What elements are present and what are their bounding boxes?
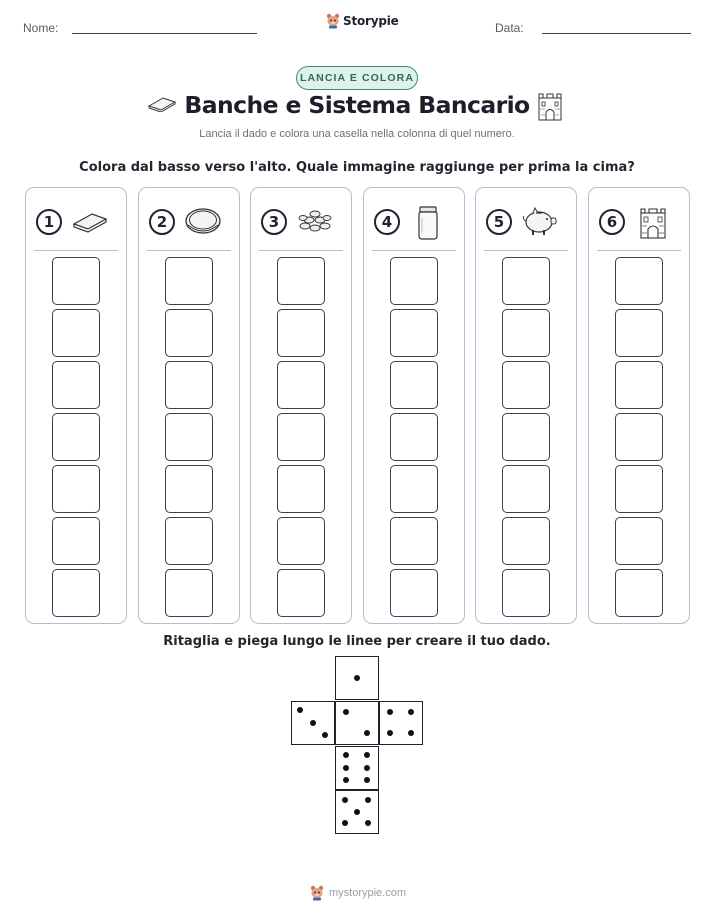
- die-pip: [297, 707, 303, 713]
- color-box[interactable]: [615, 413, 663, 461]
- die-pip: [342, 820, 348, 826]
- color-box[interactable]: [390, 309, 438, 357]
- column-header: [589, 206, 689, 240]
- color-box[interactable]: [52, 361, 100, 409]
- column-number: 5: [486, 209, 512, 235]
- color-box[interactable]: [390, 413, 438, 461]
- color-box[interactable]: [615, 465, 663, 513]
- column-number: 6: [599, 209, 625, 235]
- color-box[interactable]: [615, 361, 663, 409]
- die-pip: [342, 797, 348, 803]
- color-box[interactable]: [165, 361, 213, 409]
- color-box[interactable]: [502, 465, 550, 513]
- color-box[interactable]: [502, 517, 550, 565]
- color-box[interactable]: [277, 569, 325, 617]
- column-1: [25, 187, 127, 624]
- color-box[interactable]: [277, 517, 325, 565]
- color-box[interactable]: [390, 569, 438, 617]
- column-6: [588, 187, 690, 624]
- die-pip: [343, 752, 349, 758]
- column-header: [476, 206, 576, 240]
- die-pip: [408, 730, 414, 736]
- column-divider: [34, 250, 118, 251]
- column-number: 2: [149, 209, 175, 235]
- color-box[interactable]: [502, 361, 550, 409]
- color-box[interactable]: [277, 257, 325, 305]
- color-box[interactable]: [502, 257, 550, 305]
- die-instruction: Ritaglia e piega lungo le linee per creare il tuo dado.: [163, 634, 551, 649]
- brand-logo: [326, 13, 399, 29]
- color-box[interactable]: [502, 413, 550, 461]
- color-box[interactable]: [277, 361, 325, 409]
- column-divider: [484, 250, 568, 251]
- die-pip: [364, 752, 370, 758]
- column-header: [139, 206, 239, 240]
- color-box[interactable]: [615, 569, 663, 617]
- color-box[interactable]: [52, 413, 100, 461]
- column-number: 1: [36, 209, 62, 235]
- color-box[interactable]: [52, 569, 100, 617]
- color-box[interactable]: [52, 257, 100, 305]
- column-2: [138, 187, 240, 624]
- storypie-mascot-icon: [310, 885, 324, 901]
- activity-badge: LANCIA E COLORA: [296, 66, 418, 90]
- column-header: [26, 206, 126, 240]
- die-pip: [354, 675, 360, 681]
- die-pip: [364, 777, 370, 783]
- color-box[interactable]: [615, 309, 663, 357]
- die-pip: [364, 730, 370, 736]
- die-pip: [310, 720, 316, 726]
- color-box[interactable]: [165, 309, 213, 357]
- bank-building-icon: [535, 92, 565, 127]
- color-box[interactable]: [502, 569, 550, 617]
- column-header: [251, 206, 351, 240]
- color-box[interactable]: [52, 465, 100, 513]
- color-box[interactable]: [277, 413, 325, 461]
- die-pip: [343, 765, 349, 771]
- die-face-5: [335, 790, 379, 834]
- die-pip: [408, 709, 414, 715]
- die-pip: [365, 797, 371, 803]
- color-box[interactable]: [52, 517, 100, 565]
- die-face-6: [335, 746, 379, 790]
- die-pip: [387, 709, 393, 715]
- column-divider: [597, 250, 681, 251]
- color-box[interactable]: [502, 309, 550, 357]
- color-box[interactable]: [390, 517, 438, 565]
- column-3: [250, 187, 352, 624]
- column-divider: [372, 250, 456, 251]
- color-box[interactable]: [615, 517, 663, 565]
- column-4: [363, 187, 465, 624]
- column-header: [364, 206, 464, 240]
- column-divider: [259, 250, 343, 251]
- color-box[interactable]: [165, 465, 213, 513]
- die-face-1: [335, 656, 379, 700]
- die-pip: [354, 809, 360, 815]
- coin-icon: [183, 206, 223, 241]
- die-face-4: [379, 701, 423, 745]
- color-box[interactable]: [165, 257, 213, 305]
- column-divider: [147, 250, 231, 251]
- color-box[interactable]: [165, 569, 213, 617]
- color-box[interactable]: [52, 309, 100, 357]
- color-box[interactable]: [390, 257, 438, 305]
- color-box[interactable]: [277, 309, 325, 357]
- name-label: Nome:: [23, 21, 59, 35]
- color-box[interactable]: [390, 465, 438, 513]
- coin-pile-icon: [295, 206, 335, 241]
- bank-card-icon: [147, 96, 177, 117]
- color-box[interactable]: [615, 257, 663, 305]
- footer-url: mystorypie.com: [329, 887, 407, 899]
- color-box[interactable]: [390, 361, 438, 409]
- die-pip: [365, 820, 371, 826]
- die-pip: [343, 777, 349, 783]
- bank-card-icon: [70, 206, 110, 241]
- bank-building-icon: [633, 206, 673, 245]
- column-number: 3: [261, 209, 287, 235]
- column-5: [475, 187, 577, 624]
- page-subtitle: Lancia il dado e colora una casella nella colonna di quel numero.: [199, 128, 515, 140]
- date-label: Data:: [495, 21, 524, 35]
- color-box[interactable]: [165, 413, 213, 461]
- die-pip: [322, 732, 328, 738]
- column-number: 4: [374, 209, 400, 235]
- storypie-mascot-icon: [326, 13, 340, 29]
- date-line: [542, 33, 691, 34]
- page-title: Banche e Sistema Bancario: [184, 91, 530, 119]
- color-box[interactable]: [277, 465, 325, 513]
- die-face-3: [291, 701, 335, 745]
- name-line: [72, 33, 257, 34]
- die-pip: [364, 765, 370, 771]
- die-pip: [343, 709, 349, 715]
- footer: [310, 885, 406, 901]
- brand-name: Storypie: [343, 14, 399, 28]
- color-box[interactable]: [165, 517, 213, 565]
- jar-icon: [408, 206, 448, 245]
- coloring-instruction: Colora dal basso verso l'alto. Quale immagine raggiunge per prima la cima?: [79, 160, 635, 175]
- die-pip: [387, 730, 393, 736]
- die-face-2: [335, 701, 379, 745]
- piggy-bank-icon: [520, 206, 560, 243]
